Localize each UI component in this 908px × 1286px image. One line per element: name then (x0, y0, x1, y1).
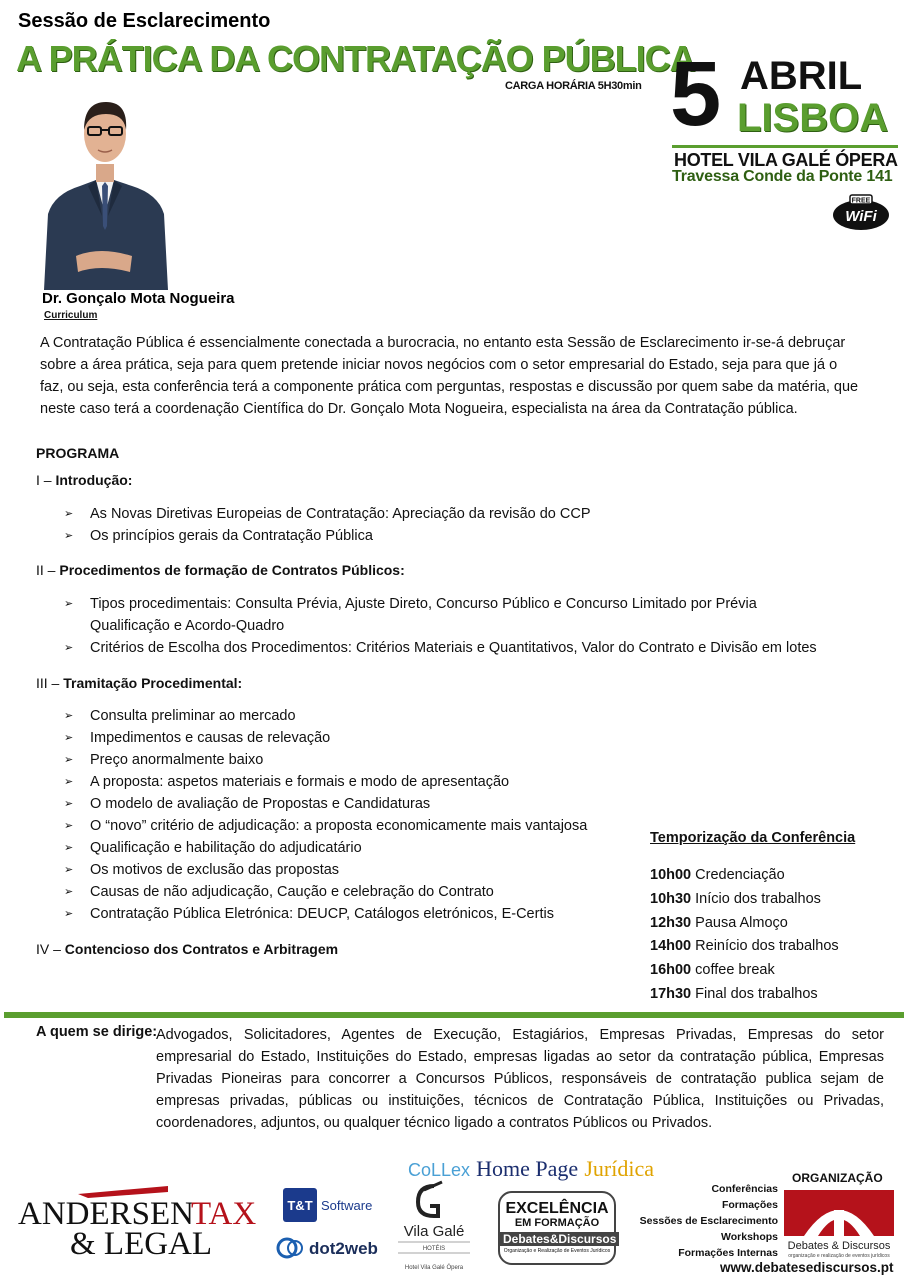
schedule-label: Pausa Almoço (695, 914, 788, 931)
event-city: LISBOA (737, 96, 889, 140)
list-item-text: Critérios de Escolha dos Procedimentos: Critérios Materiais e Quantitativos, Valor do Contrato e Divisão em lotes (90, 640, 817, 656)
list-item-text: Os princípios gerais da Contratação Pública (90, 528, 373, 544)
section-3-title: Tramitação Procedimental: (63, 675, 243, 691)
intro-paragraph: A Contratação Pública é essencialmente conectada a burocracia, no entanto esta Sessão de Esclarecimento ir-se-á debruçar sobre a área prática, seja para quem pretende iniciar novos negócios com o setor empresarial do Estado, seja para que já o faz, ou seja, esta conferência terá a componente prática com perguntas, respostas e discussão por quem sabe da matéria, que neste caso terá a coordenação Científica do Dr. Gonçalo Mota Nogueira, especialista na área da Contratação pública. (40, 335, 859, 417)
list-item (64, 793, 634, 815)
list-item-text: Consulta preliminar ao mercado (90, 708, 296, 724)
arrow-bullet-icon: ➢ (64, 710, 74, 722)
juridica-word: Jurídica (584, 1156, 654, 1181)
speaker-name: Dr. Gonçalo Mota Nogueira (42, 290, 235, 307)
list-item-text: Impedimentos e causas de relevação (90, 730, 331, 746)
wifi-label: WiFi (845, 208, 877, 225)
list-item (64, 503, 864, 525)
andersen-tax-legal-logo (18, 1186, 263, 1258)
duration-label: CARGA HORÁRIA 5H30min (505, 80, 642, 92)
list-item (64, 749, 634, 771)
list-item (64, 881, 634, 903)
section-divider (4, 1012, 904, 1018)
section-1-heading (36, 472, 132, 488)
section-3-heading (36, 675, 242, 691)
tax-word: TAX (191, 1196, 257, 1232)
software-word: Software (321, 1198, 373, 1213)
list-item (64, 815, 634, 837)
list-item-text: Qualificação e habilitação do adjudicatário (90, 840, 362, 856)
services-list (620, 1181, 778, 1261)
excelencia-subline: Organização e Realização de Eventos Jurídicos (503, 1248, 611, 1254)
audience-text: Advogados, Solicitadores, Agentes de Execução, Estagiários, Empresas Privadas, Empresas do setor empresarial do Estado, Instituições do Estado, empresas ligadas ao setor da contratação pública, Empresas Privadas Pioneiras para concorrer a Concursos Públicos, responsáveis de contratação publica sejam de empresas privadas, públicas ou instituições, técnicos de Contratação Pública, Instituições ou Privadas, coordenadores, adjuntos, ou qualquer técnico ligado a contratos Públicos ou Privados. (156, 1027, 884, 1131)
schedule-label: Final dos trabalhos (695, 985, 818, 1002)
collex-word: CoLLex (408, 1160, 471, 1180)
schedule-label: Início dos trabalhos (695, 890, 821, 907)
service-item: Formações Internas (678, 1247, 778, 1259)
section-3-list (64, 705, 634, 925)
audience-label: A quem se dirige: (36, 1024, 158, 1040)
legal-word: & LEGAL (70, 1226, 213, 1258)
collex-logo (408, 1156, 654, 1182)
arrow-bullet-icon: ➢ (64, 642, 74, 654)
vila-hotel-name: Hotel Vila Galé Ópera (404, 1265, 464, 1271)
tt-badge: T&T (287, 1198, 313, 1213)
dot2web-word: dot2web (309, 1239, 378, 1258)
schedule-time: 14h00 (650, 938, 692, 955)
arrow-bullet-icon: ➢ (64, 508, 74, 520)
schedule-row (650, 935, 839, 959)
list-item (64, 859, 634, 881)
list-item (64, 837, 634, 859)
arrow-bullet-icon: ➢ (64, 598, 74, 610)
home-page-word: Home Page (476, 1156, 579, 1181)
schedule-time: 17h30 (650, 985, 692, 1002)
section-4-heading (36, 941, 338, 957)
schedule-time: 10h30 (650, 890, 692, 907)
arrow-bullet-icon: ➢ (64, 732, 74, 744)
vila-gale-logo (394, 1180, 474, 1272)
dot2web-logo (276, 1234, 386, 1262)
arrow-bullet-icon: ➢ (64, 864, 74, 876)
list-item (64, 903, 634, 925)
arrow-bullet-icon: ➢ (64, 842, 74, 854)
tt-software-logo (283, 1188, 378, 1222)
debates-discursos-logo (784, 1190, 894, 1260)
date-underline (672, 145, 898, 148)
schedule-row (650, 864, 839, 888)
service-item: Conferências (711, 1183, 778, 1195)
section-4-number: IV – (36, 941, 61, 957)
org-name: Debates & Discursos (787, 1240, 891, 1252)
schedule-time: 16h00 (650, 962, 692, 979)
free-wifi-icon (832, 193, 890, 231)
section-2-list (64, 593, 884, 659)
list-item-text: O “novo” critério de adjudicação: a proposta economicamente mais vantajosa (90, 818, 588, 834)
arrow-bullet-icon: ➢ (64, 754, 74, 766)
website-link[interactable]: www.debatesediscursos.pt (720, 1260, 894, 1275)
schedule-row (650, 888, 839, 912)
list-item-text: As Novas Diretivas Europeias de Contratação: Apreciação da revisão do CCP (90, 506, 591, 522)
arrow-bullet-icon: ➢ (64, 530, 74, 542)
program-heading: PROGRAMA (36, 445, 120, 461)
excelencia-badge (498, 1191, 616, 1265)
list-item (64, 771, 634, 793)
event-venue: HOTEL VILA GALÉ ÓPERA (674, 150, 898, 170)
arrow-bullet-icon: ➢ (64, 908, 74, 920)
wifi-free-label: FREE (851, 197, 871, 205)
vila-gale-word: Vila Galé (403, 1223, 465, 1240)
event-address: Travessa Conde da Ponte 141 (672, 168, 893, 185)
list-item-text: Preço anormalmente baixo (90, 752, 264, 768)
schedule-row (650, 912, 839, 936)
event-month: ABRIL (740, 54, 863, 98)
event-day: 5 (670, 43, 718, 145)
section-2-number: II – (36, 562, 56, 578)
section-4-title: Contencioso dos Contratos e Arbitragem (64, 941, 339, 957)
debates-discursos-word: Debates&Discursos (500, 1232, 619, 1246)
event-subtitle: Sessão de Esclarecimento (18, 10, 271, 32)
em-formacao-word: EM FORMAÇÃO (514, 1217, 600, 1229)
schedule-row (650, 959, 839, 983)
arrow-bullet-icon: ➢ (64, 776, 74, 788)
list-item-text: O modelo de avaliação de Propostas e Candidaturas (90, 796, 431, 812)
section-2-heading (36, 562, 405, 578)
schedule-heading: Temporização da Conferência (650, 830, 856, 846)
section-1-number: I – (36, 472, 52, 488)
list-item (64, 705, 634, 727)
arrow-bullet-icon: ➢ (64, 886, 74, 898)
vila-hoteis-word: HOTÉIS (422, 1246, 446, 1252)
list-item (64, 727, 634, 749)
service-item: Workshops (721, 1231, 778, 1243)
list-item-text: Tipos procedimentais: Consulta Prévia, Ajuste Direto, Concurso Público e Concurso Limitado por Prévia Qualificação e Acordo-Quadro (90, 596, 757, 634)
list-item (64, 593, 804, 637)
schedule-label: coffee break (695, 962, 775, 979)
arrow-bullet-icon: ➢ (64, 798, 74, 810)
schedule-row (650, 983, 839, 1007)
org-subline: organização e realização de eventos jurídicos (788, 1253, 890, 1259)
service-item: Sessões de Esclarecimento (639, 1215, 778, 1227)
organization-heading: ORGANIZAÇÃO (792, 1171, 883, 1185)
schedule-time: 12h30 (650, 914, 692, 931)
curriculum-link[interactable]: Curriculum (44, 310, 98, 321)
schedule-list (650, 864, 839, 1007)
schedule-time: 10h00 (650, 867, 692, 883)
schedule-label: Credenciação (695, 867, 785, 883)
event-title: A PRÁTICA DA CONTRATAÇÃO PÚBLICA (16, 38, 695, 79)
list-item-text: Contratação Pública Eletrónica: DEUCP, Catálogos eletrónicos, E-Certis (90, 906, 554, 922)
section-1-list (64, 503, 864, 547)
andersen-word: ANDERSEN (18, 1196, 195, 1232)
service-item: Formações (721, 1199, 778, 1211)
arrow-bullet-icon: ➢ (64, 820, 74, 832)
list-item-text: Os motivos de exclusão das propostas (90, 862, 340, 878)
speaker-photo (40, 86, 170, 290)
excelencia-word: EXCELÊNCIA (505, 1200, 609, 1217)
section-2-title: Procedimentos de formação de Contratos Públicos: (59, 562, 405, 578)
list-item (64, 637, 884, 659)
schedule-label: Reinício dos trabalhos (695, 938, 839, 955)
section-1-title: Introdução: (55, 472, 133, 488)
list-item (64, 525, 864, 547)
list-item-text: Causas de não adjudicação, Caução e celebração do Contrato (90, 884, 494, 900)
list-item-text: A proposta: aspetos materiais e formais e modo de apresentação (90, 774, 510, 790)
section-3-number: III – (36, 675, 60, 691)
